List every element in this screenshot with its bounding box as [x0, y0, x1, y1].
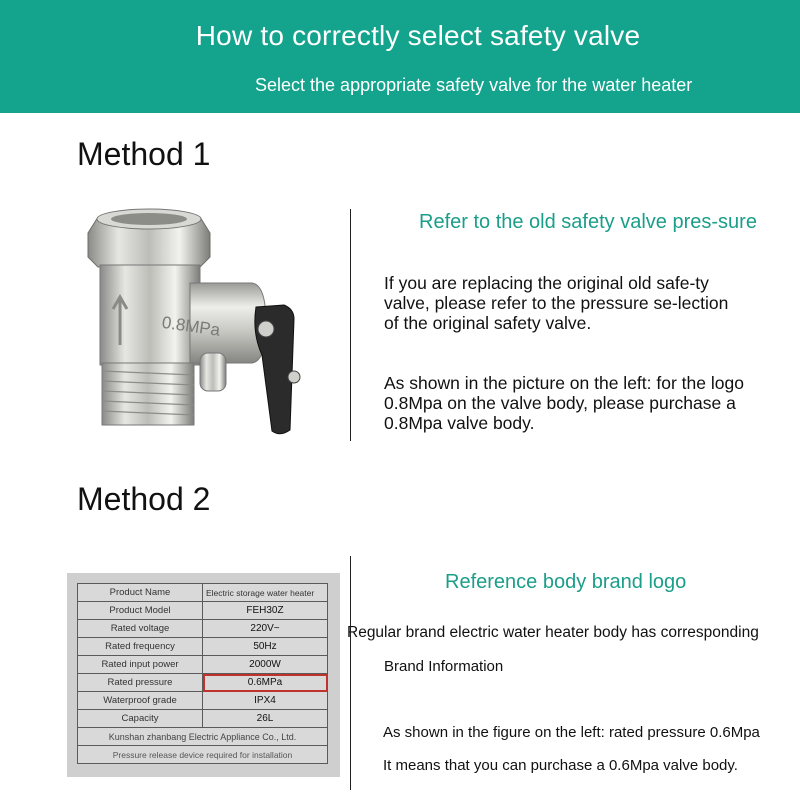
nameplate-value: FEH30Z — [203, 602, 328, 620]
table-row — [78, 746, 328, 764]
method1-heading: Method 1 — [77, 136, 211, 172]
nameplate-label: Capacity — [78, 710, 203, 728]
nameplate-value: 50Hz — [203, 638, 328, 656]
table-row — [78, 710, 328, 728]
table-row — [78, 584, 328, 602]
method2-line4: It means that you can purchase a 0.6Mpa valve body. — [383, 757, 738, 774]
method1-paragraph1: If you are replacing the original old safe-ty valve, please refer to the pressure se-lection of the original safety valve. — [384, 273, 729, 333]
method2-line2: Brand Information — [384, 658, 504, 675]
method1-title: Refer to the old safety valve pres-sure — [419, 211, 757, 233]
page-title: How to correctly select safety valve — [195, 20, 641, 51]
nameplate-value: IPX4 — [203, 692, 328, 710]
safety-valve-photo — [80, 205, 345, 445]
table-row — [78, 638, 328, 656]
valve-marking: 0.8MPa — [160, 312, 222, 340]
nameplate-label: Product Name — [78, 584, 203, 602]
nameplate-label: Rated frequency — [78, 638, 203, 656]
page-subtitle: Select the appropriate safety valve for the water heater — [255, 75, 693, 95]
nameplate-note: Pressure release device required for installation — [78, 746, 328, 764]
table-row — [78, 674, 328, 692]
nameplate-label: Rated pressure — [78, 674, 203, 692]
method2-divider — [350, 556, 351, 790]
table-row — [78, 692, 328, 710]
header-banner — [0, 0, 800, 113]
nameplate-value: Electric storage water heater — [203, 584, 328, 602]
table-row — [78, 620, 328, 638]
nameplate-label: Rated voltage — [78, 620, 203, 638]
table-row — [78, 728, 328, 746]
nameplate-value: 2000W — [203, 656, 328, 674]
nameplate-photo — [67, 573, 340, 777]
nameplate-label: Rated input power — [78, 656, 203, 674]
method2-title: Reference body brand logo — [445, 571, 687, 593]
table-row — [78, 602, 328, 620]
nameplate-value: 220V~ — [203, 620, 328, 638]
table-row — [78, 656, 328, 674]
method2-heading: Method 2 — [77, 481, 211, 517]
nameplate-table — [77, 583, 328, 764]
nameplate-manufacturer: Kunshan zhanbang Electric Appliance Co., Ltd. — [78, 728, 328, 746]
nameplate-label: Waterproof grade — [78, 692, 203, 710]
method2-line1: Regular brand electric water heater body has corresponding — [347, 624, 759, 641]
method2-line3: As shown in the figure on the left: rated pressure 0.6Mpa — [383, 724, 760, 741]
nameplate-label: Product Model — [78, 602, 203, 620]
method1-paragraph2: As shown in the picture on the left: for the logo 0.8Mpa on the valve body, please purchase a 0.8Mpa valve body. — [384, 373, 744, 433]
rated-pressure-highlight: 0.6MPa — [203, 674, 328, 692]
method1-divider — [350, 209, 351, 441]
nameplate-value: 26L — [203, 710, 328, 728]
